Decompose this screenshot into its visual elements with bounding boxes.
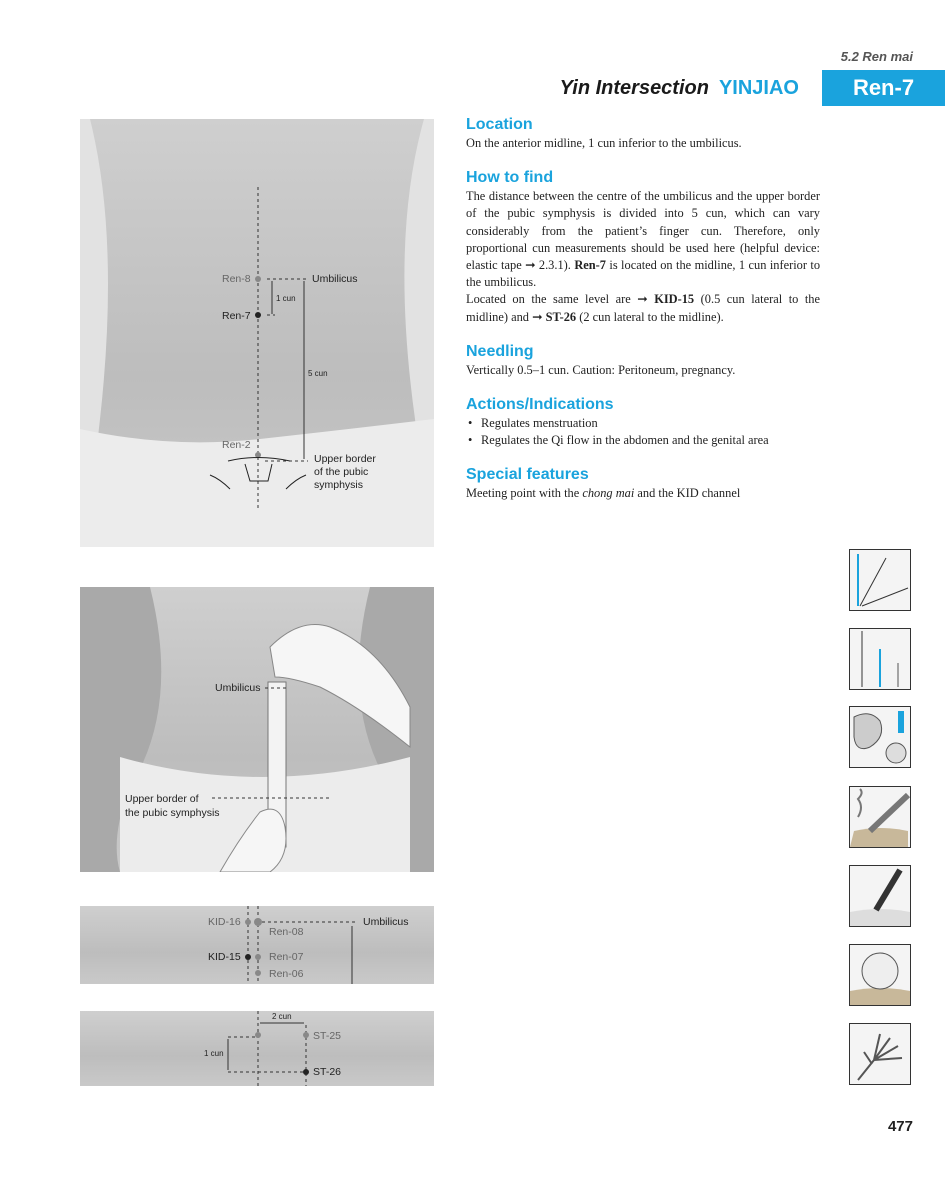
arrow-icon: ➞ xyxy=(637,292,655,307)
point-ref: Ren-7 xyxy=(574,258,606,273)
label-one-cun: 1 cun xyxy=(204,1049,224,1058)
text-column xyxy=(466,116,820,520)
label-kid15: KID-15 xyxy=(208,951,241,963)
point-code-badge: Ren-7 xyxy=(822,70,945,106)
needle-angle-icon xyxy=(849,549,911,611)
label-st25: ST-25 xyxy=(313,1030,342,1042)
text-run: Located on the same level are xyxy=(466,292,638,307)
cross-reference-link[interactable]: 2.3.1 xyxy=(538,258,564,273)
text-run: Meeting point with the xyxy=(466,486,583,501)
label-umbilicus: Umbilicus xyxy=(363,916,409,928)
label-upper-border-3: symphysis xyxy=(314,479,364,491)
label-upper-border-2: the pubic symphysis xyxy=(125,807,220,819)
section-label: 5.2 Ren mai xyxy=(840,49,913,64)
needle-types-icon xyxy=(849,628,911,690)
text-run: (0.5 cun lateral to the midline) and xyxy=(466,292,820,324)
special-section xyxy=(466,466,820,502)
abdomen-drawing xyxy=(80,119,434,547)
title-english: Yin Intersection xyxy=(559,77,709,99)
st-detail-figure xyxy=(80,1011,434,1086)
text-run: ). xyxy=(563,258,575,273)
hand-skeleton-icon xyxy=(849,1023,911,1085)
label-umbilicus: Umbilicus xyxy=(312,273,358,285)
special-text xyxy=(466,485,820,502)
needling-section xyxy=(466,343,820,379)
label-kid16: KID-16 xyxy=(208,916,241,928)
label-ren06: Ren-06 xyxy=(269,968,304,980)
label-upper-border-2: of the pubic xyxy=(314,466,369,478)
actions-section xyxy=(466,396,820,449)
arrow-icon: ➞ xyxy=(532,309,546,324)
how-to-find-heading: How to find xyxy=(466,169,554,187)
kid15-link[interactable]: KID-15 xyxy=(654,292,695,307)
list-item: • Regulates the Qi flow in the abdomen and the genital area xyxy=(466,432,820,449)
abdomen-figure xyxy=(80,119,434,547)
text-run: and the KID channel xyxy=(634,486,741,501)
page-number: 477 xyxy=(887,1118,913,1135)
title-pinyin: YINJIAO xyxy=(718,77,799,99)
point-title xyxy=(560,77,799,100)
location-section xyxy=(466,116,820,152)
text-run: (2 cun lateral to the midline). xyxy=(576,309,724,324)
list-item: • Regulates menstruation xyxy=(466,415,820,432)
text-run: The distance between the centre of the umbilicus and the upper border of the pubic symphysis is divided into 5 cun, which can vary considerably from the patient’s finger cun. Therefore, only proportional cun measurements should be used here (helpful device: elastic tape xyxy=(466,189,820,273)
label-st26: ST-26 xyxy=(313,1066,342,1078)
st26-link[interactable]: ST-26 xyxy=(545,309,577,324)
label-ren07: Ren-07 xyxy=(269,951,304,963)
arrow-icon: ➞ xyxy=(525,258,539,273)
label-umbilicus: Umbilicus xyxy=(215,682,261,694)
location-text: On the anterior midline, 1 cun inferior to the umbilicus. xyxy=(466,136,742,150)
label-five-cun: 5 cun xyxy=(308,369,328,378)
text-run: is located on the midline, 1 cun inferior to the umbilicus. xyxy=(466,258,821,290)
st-detail-drawing xyxy=(80,1011,434,1086)
actions-list xyxy=(466,415,820,449)
moxa-stick-icon xyxy=(849,786,911,848)
label-ren8: Ren-8 xyxy=(222,273,251,285)
needling-text: Vertically 0.5–1 cun. Caution: Peritoneum, pregnancy. xyxy=(466,362,736,377)
label-ren2: Ren-2 xyxy=(222,439,251,451)
label-ren08: Ren-08 xyxy=(269,926,304,938)
kid-detail-figure xyxy=(80,906,434,984)
location-heading: Location xyxy=(466,116,533,133)
anatomy-icon xyxy=(849,706,911,768)
moxa-needle-icon xyxy=(849,865,911,927)
label-ren7: Ren-7 xyxy=(222,310,251,322)
label-one-cun: 1 cun xyxy=(276,294,296,303)
label-upper-border-1: Upper border of xyxy=(125,793,199,805)
tape-drawing xyxy=(80,587,434,872)
tape-figure xyxy=(80,587,434,872)
emphasis: chong mai xyxy=(582,486,635,501)
how-to-find-text-2 xyxy=(466,291,820,325)
how-to-find-section xyxy=(466,169,820,326)
special-heading: Special features xyxy=(466,466,589,484)
how-to-find-text xyxy=(466,188,820,291)
label-upper-border-1: Upper border xyxy=(314,453,376,465)
needling-heading: Needling xyxy=(466,342,534,360)
actions-heading: Actions/Indications xyxy=(466,396,614,414)
label-two-cun: 2 cun xyxy=(272,1012,292,1021)
cupping-icon xyxy=(849,944,911,1006)
